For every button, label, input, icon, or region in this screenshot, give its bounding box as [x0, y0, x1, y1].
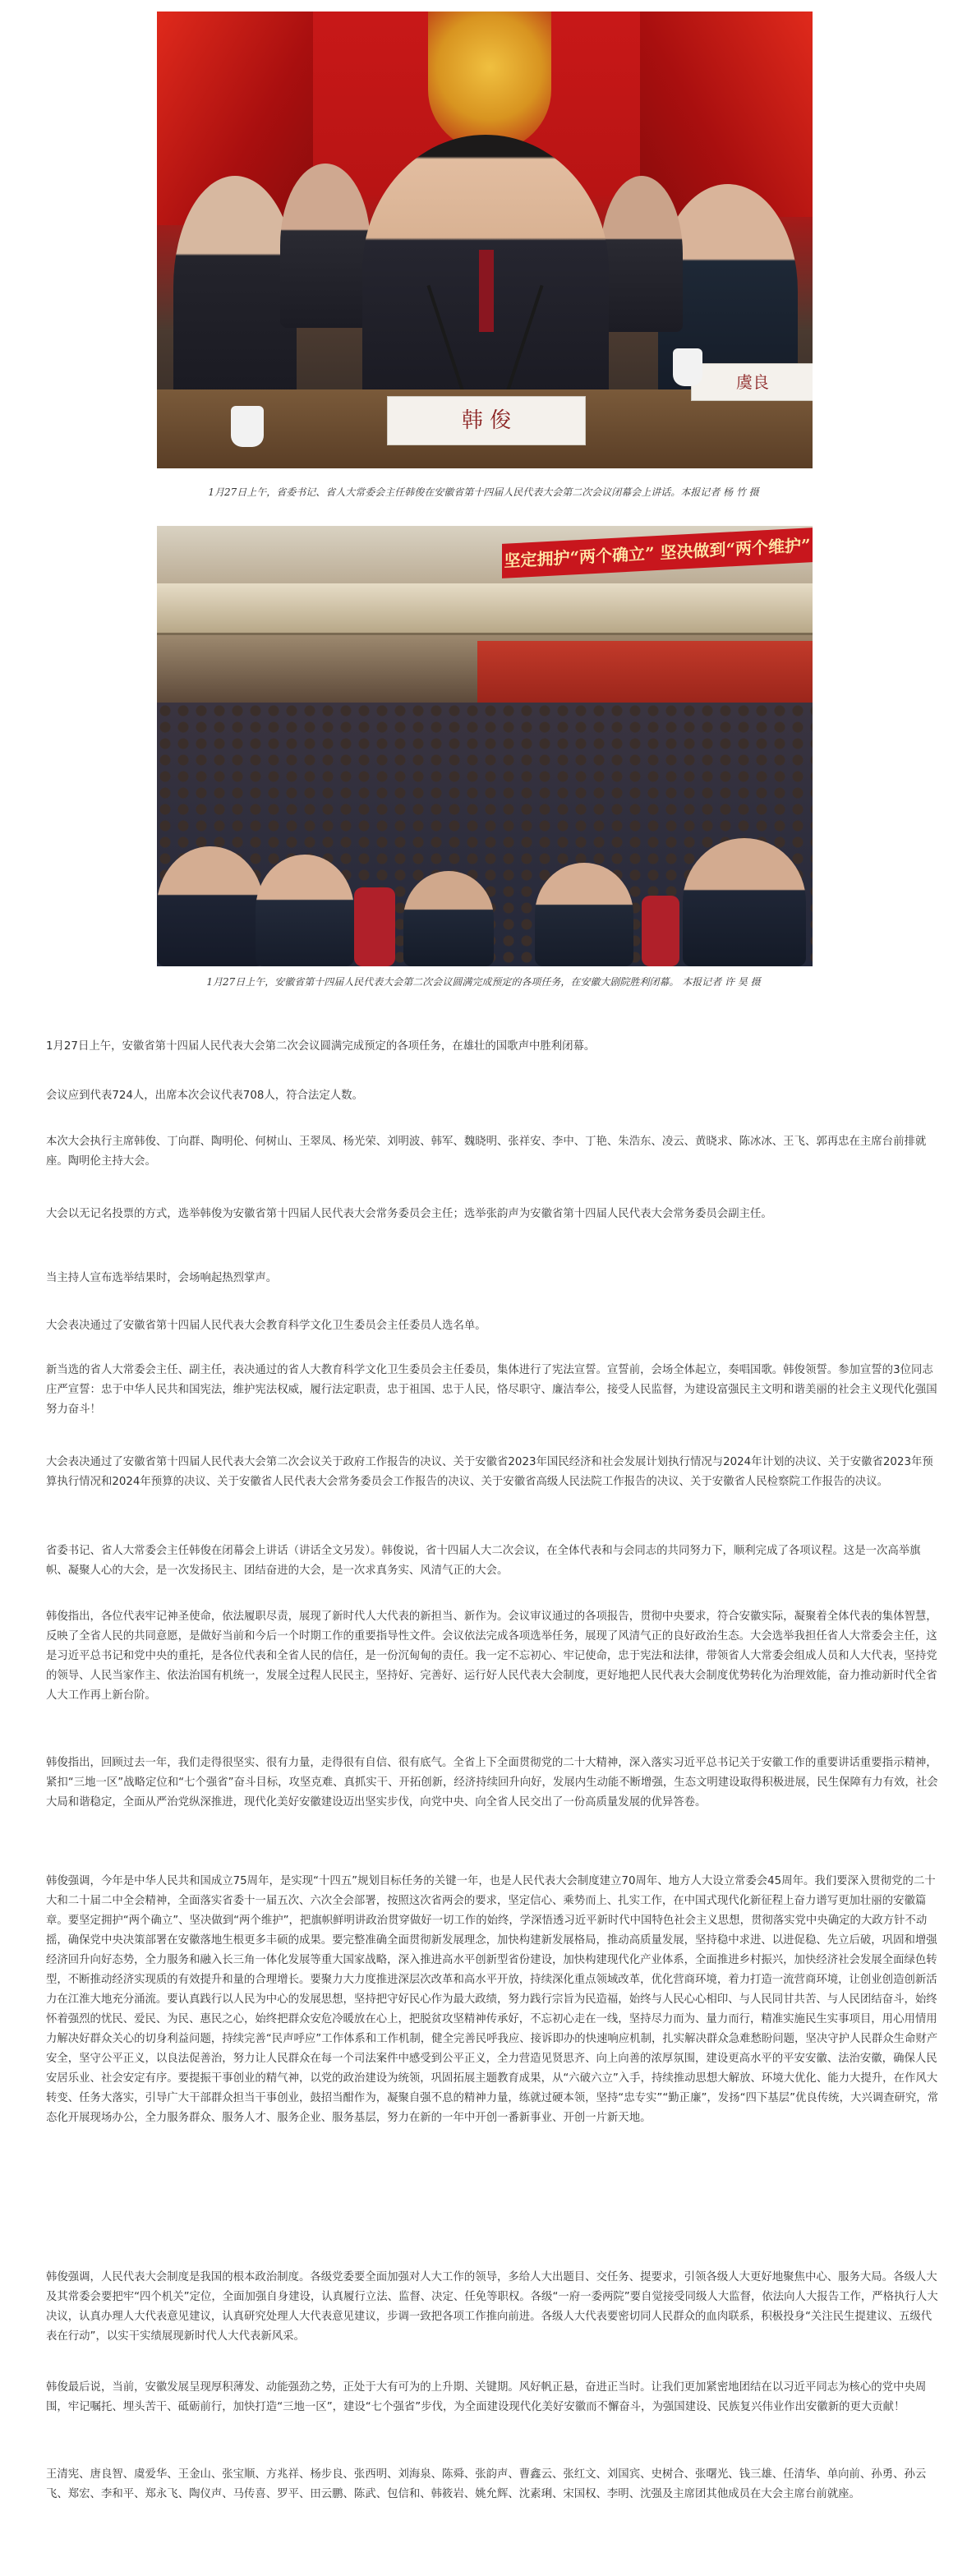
article-paragraph: 韩俊强调，今年是中华人民共和国成立75周年，是实现“十四五”规划目标任务的关键一年，也是人民代表大会制度建立70周年、地方人大设立常委会45周年。我们要深入贯彻党的二十大和二十届二中全会精神，全面落实省委十一届五次、六次全会部署，按照这次省两会的要求，坚定信心、乘势而上、扎实工作，在中国式现代化新征程上奋力谱写更加壮丽的安徽篇章。要坚定拥护“两个确立”、坚决做到“两个维护”，把旗帜鲜明讲政治贯穿做好一切工作的始终，学深悟透习近平新时代中国特色社会主义思想，贯彻落实党中央确定的大政方针不动摇，确保党中央决策部署在安徽落地生根更多丰硕的成果。要完整准确全面贯彻新发展理念，加快构建新发展格局，推动高质量发展，坚持稳中求进、以进促稳、先立后破，巩固和增强经济回升向好态势，全力服务和融入长三角一体化发展等重大国家战略，深入推进高水平创新型省份建设，加快构建现代化产业体系，全面推进乡村振兴，加快经济社会发展全面绿色转型，不断推动经济实现质的有效提升和量的合理增长。要聚力大力度推进深层次改革和高水平开放，持续深化重点领域改革，优化营商环境，着力打造一流营商环境，让创业创造创新活力在江淮大地充分涌流。要认真践行以人民为中心的发展思想，坚持把守好民心作为最大政绩，努力践行宗旨为民造福，始终与人民心心相印、与人民同甘共苦、与人民团结奋斗，始终怀着强烈的忧民、爱民、为民、惠民之心，始终把群众安危冷暖放在心上，把脱贫攻坚精神传承好，不忘初心走在一线，坚持尽力而为、量力而行，精准实施民生实事项目，用心用情用力解决好群众关心的切身利益问题，持续完善“民声呼应”工作体系和工作机制，健全完善民呼我应、接诉即办的快速响应机制，扎实解决群众急难愁盼问题，坚决守护人民群众生命财产安全，坚守公平正义，以良法促善治，努力让人民群众在每一个司法案件中感受到公平正义，全力营造见贤思齐、向上向善的浓厚氛围，建设更高水平的平安安徽、法治安徽，确保人民安居乐业、社会安定有序。要提振干事创业的精气神，以党的政治建设为统领，巩固拓展主题教育成果，从“六破六立”入手，持续推动思想大解放、环境大优化、能力大提升，在作风大转变、任务大落实，引导广大干部群众担当干事创业，鼓招当酣作为，凝聚自强不息的精神力量，练就过硬本领，坚持“忠专实”“勤正廉”，发扬“四下基层”优良传统，大兴调查研究，常态化开展现场办公，全力服务群众、服务人才、服务企业、服务基层，努力在新的一年中开创一番新事业、开创一片新天地。: [46, 1875, 939, 2124]
article-paragraph: 韩俊最后说，当前，安徽发展呈现厚积薄发、动能强劲之势，正处于大有可为的上升期、关键期。风好帆正悬，奋进正当时。让我们更加紧密地团结在以习近平同志为核心的党中央周围，牢记嘱托、埋头苦干、砥砺前行，加快打造“三地一区”，建设“七个强省”步伐，为全面建设现代化美好安徽而不懈奋斗，为强国建设、民族复兴伟业作出安徽新的更大贡献！: [46, 2381, 927, 2413]
assembly-hall-photo: [157, 526, 813, 966]
delegate-front-5: [683, 838, 806, 966]
article-paragraph: 韩俊强调，人民代表大会制度是我国的根本政治制度。各级党委要全面加强对人大工作的领导，多给人大出题目、交任务、提要求，引领各级人大更好地聚焦中心、服务大局。各级人大及其常委会要把牢“四个机关”定位，全面加强自身建设，认真履行立法、监督、决定、任免等职权。各级“一府一委两院”要自觉接受同级人大监督，依法向人大报告工作，严格执行人大决议，认真办理人大代表意见建议，认真研究处理人大代表意见建议，步调一致把各项工作推向前进。各级人大代表要密切同人民群众的血肉联系，积极投身“关注民生提建议、五级代表在行动”，以实干实绩展现新时代人大代表新风采。: [46, 2271, 938, 2343]
delegate-front-4: [535, 863, 633, 966]
article-paragraph: 省委书记、省人大常委会主任韩俊在闭幕会上讲话（讲话全文另发）。韩俊说，省十四届人大二次会议，在全体代表和与会同志的共同努力下，顺利完成了各项议程。这是一次高举旗帜、凝聚人心的大会，是一次发扬民主、团结奋进的大会，是一次求真务实、风清气正的大会。: [46, 1545, 921, 1577]
delegate-front-1: [157, 846, 264, 966]
attendee-left-2: [280, 164, 371, 328]
article-paragraph: 新当选的省人大常委会主任、副主任，表决通过的省人大教育科学文化卫生委员会主任委员，集体进行了宪法宣誓。宣誓前，会场全体起立，奏唱国歌。韩俊领誓。参加宣誓的3位同志庄严宣誓：忠于中华人民共和国宪法，维护宪法权威，履行法定职责，忠于祖国、忠于人民，恪尽职守、廉洁奉公，接受人民监督，为建设富强民主文明和谐美丽的社会主义现代化强国努力奋斗！: [46, 1364, 937, 1416]
speaker-tie: [479, 250, 494, 332]
article-paragraph: 大会以无记名投票的方式，选举韩俊为安徽省第十四届人民代表大会常务委员会主任；选举张韵声为安徽省第十四届人民代表大会常务委员会副主任。: [46, 1208, 772, 1220]
speaker-nameplate: 韩 俊: [387, 396, 586, 445]
delegate-front-2: [256, 855, 354, 966]
attendee-left-1: [173, 176, 297, 398]
hall-banner: 坚定拥护“两个确立” 坚决做到“两个维护”: [502, 528, 813, 578]
red-seat: [354, 887, 395, 966]
national-emblem-glow: [428, 12, 551, 151]
article-paragraph: 会议应到代表724人，出席本次会议代表708人，符合法定人数。: [46, 1090, 363, 1102]
speech-photo: [157, 12, 813, 468]
photo-caption-2: 1月27日上午，安徽省第十四届人民代表大会第二次会议圆满完成预定的各项任务，在安徽大剧院胜利闭幕。 本报记者 许 昊 摄: [206, 976, 761, 988]
article-paragraph: 本次大会执行主席韩俊、丁向群、陶明伦、何树山、王翠凤、杨光荣、刘明波、韩军、魏晓明、张祥安、李中、丁艳、朱浩东、凌云、黄晓求、陈冰冰、王飞、郭再忠在主席台前排就座。陶明伦主持大会。: [46, 1136, 927, 1168]
article-paragraph: 当主持人宣布选举结果时，会场响起热烈掌声。: [46, 1272, 278, 1284]
teacup-icon: [673, 348, 702, 386]
photo-caption-1: 1月27日上午，省委书记、省人大常委会主任韩俊在安徽省第十四届人民代表大会第二次会议闭幕会上讲话。本报记者 杨 竹 摄: [208, 486, 759, 498]
side-nameplate: 虞良: [691, 363, 813, 401]
attendee-right-2: [601, 176, 683, 332]
red-seat: [642, 896, 679, 966]
article-paragraph: 王清宪、唐良智、虞爱华、王金山、张宝顺、方兆祥、杨步良、张西明、刘海泉、陈舜、张韵声、曹鑫云、张红文、刘国宾、史树合、张曙光、钱三雄、任清华、单向前、孙勇、孙云飞、郑宏、李和平、郑永飞、陶仪声、马传喜、罗平、田云鹏、陈武、包信和、韩筱岩、姚允辉、沈素琍、宋国权、李明、沈强及主席团其他成员在大会主席台前就座。: [46, 2468, 927, 2500]
hall-balcony: [157, 583, 813, 635]
delegate-front-3: [403, 871, 494, 966]
article-paragraph: 大会表决通过了安徽省第十四届人民代表大会教育科学文化卫生委员会主任委员人选名单。: [46, 1320, 486, 1332]
teacup-icon: [231, 406, 264, 447]
article-paragraph: 大会表决通过了安徽省第十四届人民代表大会第二次会议关于政府工作报告的决议、关于安徽省2023年国民经济和社会发展计划执行情况与2024年计划的决议、关于安徽省2023年预算执行情况和2024年预算的决议、关于安徽省人民代表大会常务委员会工作报告的决议、关于安徽省高级人民法院工作报告的决议、关于安徽省人民检察院工作报告的决议。: [46, 1456, 933, 1488]
article-paragraph: 1月27日上午，安徽省第十四届人民代表大会第二次会议圆满完成预定的各项任务，在雄壮的国歌声中胜利闭幕。: [46, 1040, 596, 1053]
article-paragraph: 韩俊指出，各位代表牢记神圣使命，依法履职尽责，展现了新时代人大代表的新担当、新作为。会议审议通过的各项报告，贯彻中央要求，符合安徽实际，凝聚着全体代表的集体智慧，反映了全省人民的共同意愿，是做好当前和今后一个时期工作的重要指导性文件。会议依法完成各项选举任务，展现了风清气正的良好政治生态。大会选举我担任省人大常委会主任，这是习近平总书记和党中央的重托，是各位代表和全省人民的信任，是一份沉甸甸的责任。我一定不忘初心、牢记使命，忠于宪法和法律，带领省人大常委会组成人员和人大代表，坚持党的领导、人民当家作主、依法治国有机统一，发展全过程人民民主，坚持好、完善好、运行好人民代表大会制度，更好地把人民代表大会制度优势转化为治理效能，奋力推动新时代全省人大工作再上新台阶。: [46, 1611, 937, 1702]
article-paragraph: 韩俊指出，回顾过去一年，我们走得很坚实、很有力量，走得很有自信、很有底气。全省上下全面贯彻党的二十大精神，深入落实习近平总书记关于安徽工作的重要讲话重要指示精神，紧扣“三地一区”战略定位和“七个强省”奋斗目标，攻坚克难、真抓实干、开拓创新，经济持续回升向好，发展内生动能不断增强，生态文明建设取得积极进展，民生保障有力有效，社会大局和谐稳定，全面从严治党纵深推进，现代化美好安徽建设迈出坚实步伐，向党中央、向全省人民交出了一份高质量发展的优异答卷。: [46, 1757, 938, 1809]
